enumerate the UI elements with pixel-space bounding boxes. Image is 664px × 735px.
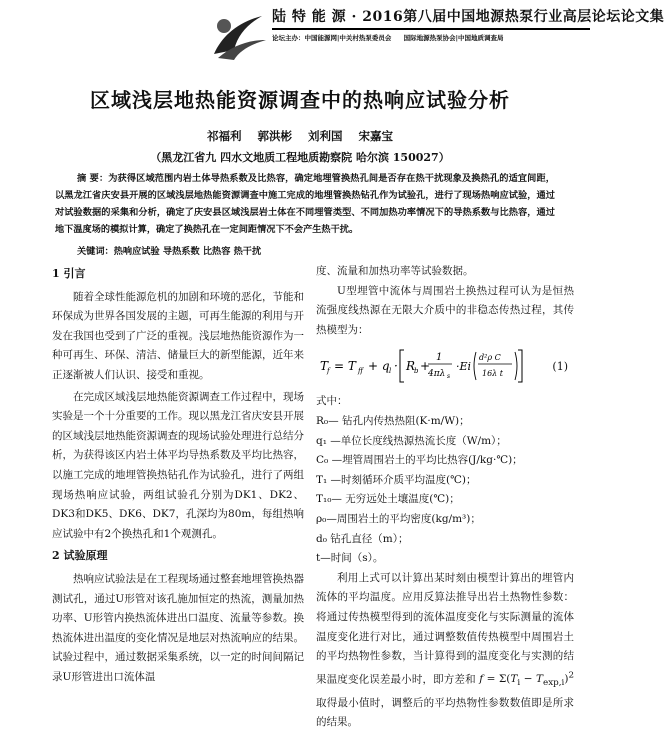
definitions-heading: 式中： — [316, 395, 348, 408]
abstract-text: 为获得区域范围内岩土体导热系数及比热容，确定地埋管换热孔间是否存在热干扰现象及换热孔的适宜间距，以黑龙江省庆安县开展的区域浅层地热能资源调查中施工完成的地埋管换热钻孔作为试验孔，进行了现场热响应试验，通过对试验数据的采集和分析，确定了庆安县区域浅层岩土体在不同埋管类型、不同加热功率情况下的导热系数与比热容，通过地下温度场的模拟计算，确定了换热孔在一定间距情况下不会产生热干扰。 — [55, 173, 555, 235]
definition-item: q₁ —单位长度线热源热流长度（W/m）； — [316, 434, 507, 447]
paragraph: 热响应试验法是在工程现场通过整套地埋管换热器测试孔，通过U形管对该孔施加恒定的热流，测量加热功率、U形管内换热流体进出口温度、流量等参数。换热流体进出温度的变化情况是地层对热流响应的结果。试验过程中，通过数据采集系统，以一定的时间间隔记录U形管进出口流体温 — [52, 572, 304, 683]
equation-formula — [316, 344, 526, 388]
svg-text:·: · — [394, 359, 398, 374]
definition-item: d₀ 钻孔直径（m）； — [316, 532, 409, 545]
keywords — [77, 243, 557, 257]
author-name: 祁福利 — [206, 129, 242, 143]
right-column — [316, 262, 574, 735]
page-header — [0, 0, 664, 66]
svg-text:+ q: + q — [368, 359, 390, 374]
svg-text:ff: ff — [358, 367, 363, 376]
definition-item: ρ₀—周围岩土的平均密度(kg/m³)； — [316, 512, 481, 525]
definition-item: t—时间（s）。 — [316, 552, 384, 565]
affiliation: （黑龙江省九 四水文地质工程地质勘察院 哈尔滨 150027） — [150, 151, 450, 164]
svg-text:16λ t: 16λ t — [482, 369, 504, 379]
definition-item: R₀— 钻孔内传热热阻(K·m/W)； — [316, 414, 470, 427]
paragraph: 在完成区域浅层地热能资源调查工作过程中，现场实验是一个十分重要的工作。现以黑龙江省庆安县开展的区域浅层地热能资源调查的现场试验处理进行总结分析，为获得该区内岩土体平均导热系数及平均比热容，以施工完成的地埋管换热钻孔作为试验孔，进行了两组现场热响应试验，两组试验孔分别为DK1、DK2、DK3和DK5、DK6、DK7，孔深均为80m，每组热响应试验中有2个换热孔和1个观测孔。 — [52, 390, 304, 540]
svg-text:s: s — [447, 373, 451, 381]
organizers-left: 论坛主办：中国能源网|中关村热泵委员会 — [272, 34, 392, 42]
heat-transfer-equation — [316, 344, 574, 388]
author-name: 宋嘉宝 — [358, 129, 394, 143]
abstract-label: 摘 要： — [77, 173, 109, 184]
section-heading: 2 试验原理 — [52, 549, 108, 563]
header-rule — [272, 28, 590, 30]
definition-item: C₀ —埋管周围岩土的平均比热容(J/kg·℃)； — [316, 454, 523, 467]
author-name: 郭洪彬 — [257, 129, 292, 143]
svg-text:+: + — [420, 359, 431, 374]
author-name: 刘利国 — [308, 129, 343, 143]
paragraph: 随着全球性能源危机的加剧和环境的恶化，节能和环保成为世界各国发展的主题，可再生能源的利用与开发在我国也受到了广泛的重视。浅层地热能资源作为一种可再生、环保、清洁、储量巨大的新型能源，近年来正逐渐被人们认识、接受和重视。 — [52, 290, 304, 381]
variance-formula: $f = \Sigma(T_i - T_{exp,i})^2$ — [479, 670, 575, 689]
header-organizers — [272, 33, 594, 42]
keywords-label: 关键词： — [77, 246, 114, 257]
definition-item: T₁₀— 无穷远处土壤温度(℃)； — [316, 493, 460, 506]
svg-text:d²ρ C: d²ρ C — [479, 353, 501, 363]
svg-text:T: T — [320, 359, 329, 374]
svg-text:4πλ: 4πλ — [428, 369, 446, 380]
paragraph: 度、流量和加热功率等试验数据。 — [316, 265, 474, 277]
paper-title: 区域浅层地热能资源调查中的热响应试验分析 — [90, 88, 510, 112]
paragraph — [316, 569, 574, 733]
proceedings-title: 陆 特 能 源 · 2016第八届中国地源热泵行业高层论坛论文集 — [272, 9, 664, 25]
keywords-text: 热响应试验 导热系数 比热容 热干扰 — [113, 246, 262, 257]
conference-logo-icon — [208, 6, 270, 62]
paragraph-text: 利用上式可以计算出某时刻由模型计算出的埋管内流体的平均温度。应用反算法推导出岩土热物性参数：将通过传热模型得到的流体温度变化与实际测量的流体温度变化进行对比，通过调整数值传热模型中周围岩土的平均热物性参数，当计算得到的温度变化与实测的结果温度变化误差最小时，即方差和 — [316, 571, 574, 686]
definition-item: T₁ —时刻循环介质平均温度(℃)； — [316, 473, 477, 486]
abstract — [55, 170, 555, 238]
svg-text:f: f — [327, 367, 330, 376]
svg-text:R: R — [406, 359, 416, 374]
svg-text:·Ei: ·Ei — [456, 360, 472, 374]
svg-text:b: b — [414, 367, 419, 376]
author-list — [0, 128, 600, 144]
svg-text:= T: = T — [334, 359, 356, 374]
left-column — [52, 262, 304, 689]
equation-number: (1) — [552, 359, 568, 373]
paragraph: U型埋管中流体与周围岩土换热过程可认为是恒热流强度线热源在无限大介质中的非稳态传热过程，其传热模型为： — [316, 284, 574, 336]
svg-text:1: 1 — [436, 352, 443, 364]
paragraph-text: 取得最小值时，调整后的平均热物性参数数值即是所求的结果。 — [316, 696, 574, 729]
organizers-right: 国际地源热泵协会|中国地质调查局 — [403, 34, 504, 42]
section-heading: 1 引言 — [52, 267, 86, 280]
svg-text:l: l — [389, 367, 392, 376]
